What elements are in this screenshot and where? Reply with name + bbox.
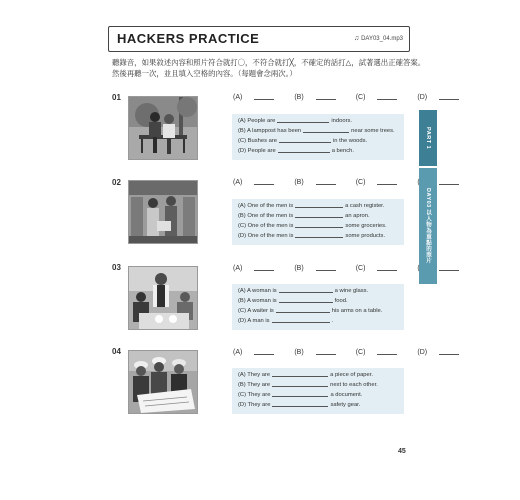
options-box bbox=[232, 284, 404, 330]
fill-blank[interactable] bbox=[295, 217, 343, 218]
option-d: (D) People are a bench. bbox=[238, 148, 354, 154]
fill-blank[interactable] bbox=[272, 406, 328, 407]
instruction-line-2: 然後再聽一次，並且填入空格的內容。（每題會念兩次。） bbox=[112, 69, 297, 78]
choice-d[interactable]: (D) bbox=[417, 349, 469, 356]
section-header bbox=[108, 26, 410, 52]
choice-b[interactable]: (B) bbox=[294, 265, 345, 272]
question-photo bbox=[128, 180, 198, 244]
fill-blank[interactable] bbox=[272, 376, 328, 377]
options-box bbox=[232, 199, 404, 245]
headphones-icon: ♫ bbox=[353, 35, 360, 42]
section-title: HACKERS PRACTICE bbox=[117, 31, 260, 46]
answer-choices bbox=[233, 94, 479, 101]
choice-d[interactable]: (D) bbox=[417, 94, 469, 101]
option-c: (C) They are a document. bbox=[238, 392, 363, 398]
question-number: 04 bbox=[112, 347, 121, 356]
choice-c[interactable]: (C) bbox=[356, 265, 408, 272]
side-tab-part[interactable] bbox=[419, 110, 437, 166]
option-b: (B) One of the men is an apron. bbox=[238, 213, 370, 219]
fill-blank[interactable] bbox=[276, 312, 330, 313]
option-a: (A) People are indoors. bbox=[238, 118, 353, 124]
choice-a[interactable]: (A) bbox=[233, 94, 284, 101]
answer-choices bbox=[233, 349, 479, 356]
choice-c[interactable]: (C) bbox=[356, 349, 408, 356]
audio-track[interactable] bbox=[354, 35, 403, 42]
page-number: 45 bbox=[398, 448, 406, 455]
fill-blank[interactable] bbox=[277, 122, 329, 123]
side-tab-part-label: PART 1 bbox=[425, 126, 431, 150]
choice-c[interactable]: (C) bbox=[356, 94, 408, 101]
fill-blank[interactable] bbox=[295, 227, 343, 228]
side-tab-day[interactable] bbox=[419, 168, 437, 284]
options-box bbox=[232, 114, 404, 160]
question-photo bbox=[128, 266, 198, 330]
fill-blank[interactable] bbox=[295, 207, 343, 208]
fill-blank[interactable] bbox=[272, 386, 328, 387]
question-number: 02 bbox=[112, 178, 121, 187]
option-d: (D) They are safety gear. bbox=[238, 402, 361, 408]
question-number: 03 bbox=[112, 263, 121, 272]
question-number: 01 bbox=[112, 93, 121, 102]
fill-blank[interactable] bbox=[278, 152, 330, 153]
answer-choices bbox=[233, 265, 479, 272]
fill-blank[interactable] bbox=[279, 142, 331, 143]
fill-blank[interactable] bbox=[272, 396, 328, 397]
choice-b[interactable]: (B) bbox=[294, 349, 345, 356]
question-photo bbox=[128, 350, 198, 414]
option-a: (A) They are a piece of paper. bbox=[238, 372, 373, 378]
option-a: (A) One of the men is a cash register. bbox=[238, 203, 385, 209]
fill-blank[interactable] bbox=[303, 132, 349, 133]
fill-blank[interactable] bbox=[272, 322, 330, 323]
answer-choices bbox=[233, 179, 479, 186]
option-d: (D) One of the men is some products. bbox=[238, 233, 386, 239]
option-a: (A) A woman is a wine glass. bbox=[238, 288, 369, 294]
question-photo bbox=[128, 96, 198, 160]
choice-b[interactable]: (B) bbox=[294, 94, 345, 101]
fill-blank[interactable] bbox=[279, 302, 333, 303]
side-tab-day-label: DAY03 以人物為重點的照片 bbox=[425, 188, 431, 264]
option-b: (B) A woman is food. bbox=[238, 298, 348, 304]
option-c: (C) A waiter is his arms on a table. bbox=[238, 308, 383, 314]
fill-blank[interactable] bbox=[295, 237, 343, 238]
option-c: (C) Bushes are in the woods. bbox=[238, 138, 368, 144]
instruction-line-1: 聽錄音，如果敘述內容和照片符合就打〇，不符合就打╳，不確定的話打△，試著選出正確答案。 bbox=[112, 58, 426, 67]
fill-blank[interactable] bbox=[279, 292, 333, 293]
options-box bbox=[232, 368, 404, 414]
choice-a[interactable]: (A) bbox=[233, 179, 284, 186]
choice-c[interactable]: (C) bbox=[356, 179, 408, 186]
option-d: (D) A man is . bbox=[238, 318, 334, 324]
audio-track-label: DAY03_04.mp3 bbox=[361, 36, 403, 42]
choice-b[interactable]: (B) bbox=[294, 179, 345, 186]
option-c: (C) One of the men is some groceries. bbox=[238, 223, 387, 229]
option-b: (B) They are next to each other. bbox=[238, 382, 378, 388]
choice-a[interactable]: (A) bbox=[233, 349, 284, 356]
choice-a[interactable]: (A) bbox=[233, 265, 284, 272]
option-b: (B) A lamppost has been near some trees. bbox=[238, 128, 395, 134]
